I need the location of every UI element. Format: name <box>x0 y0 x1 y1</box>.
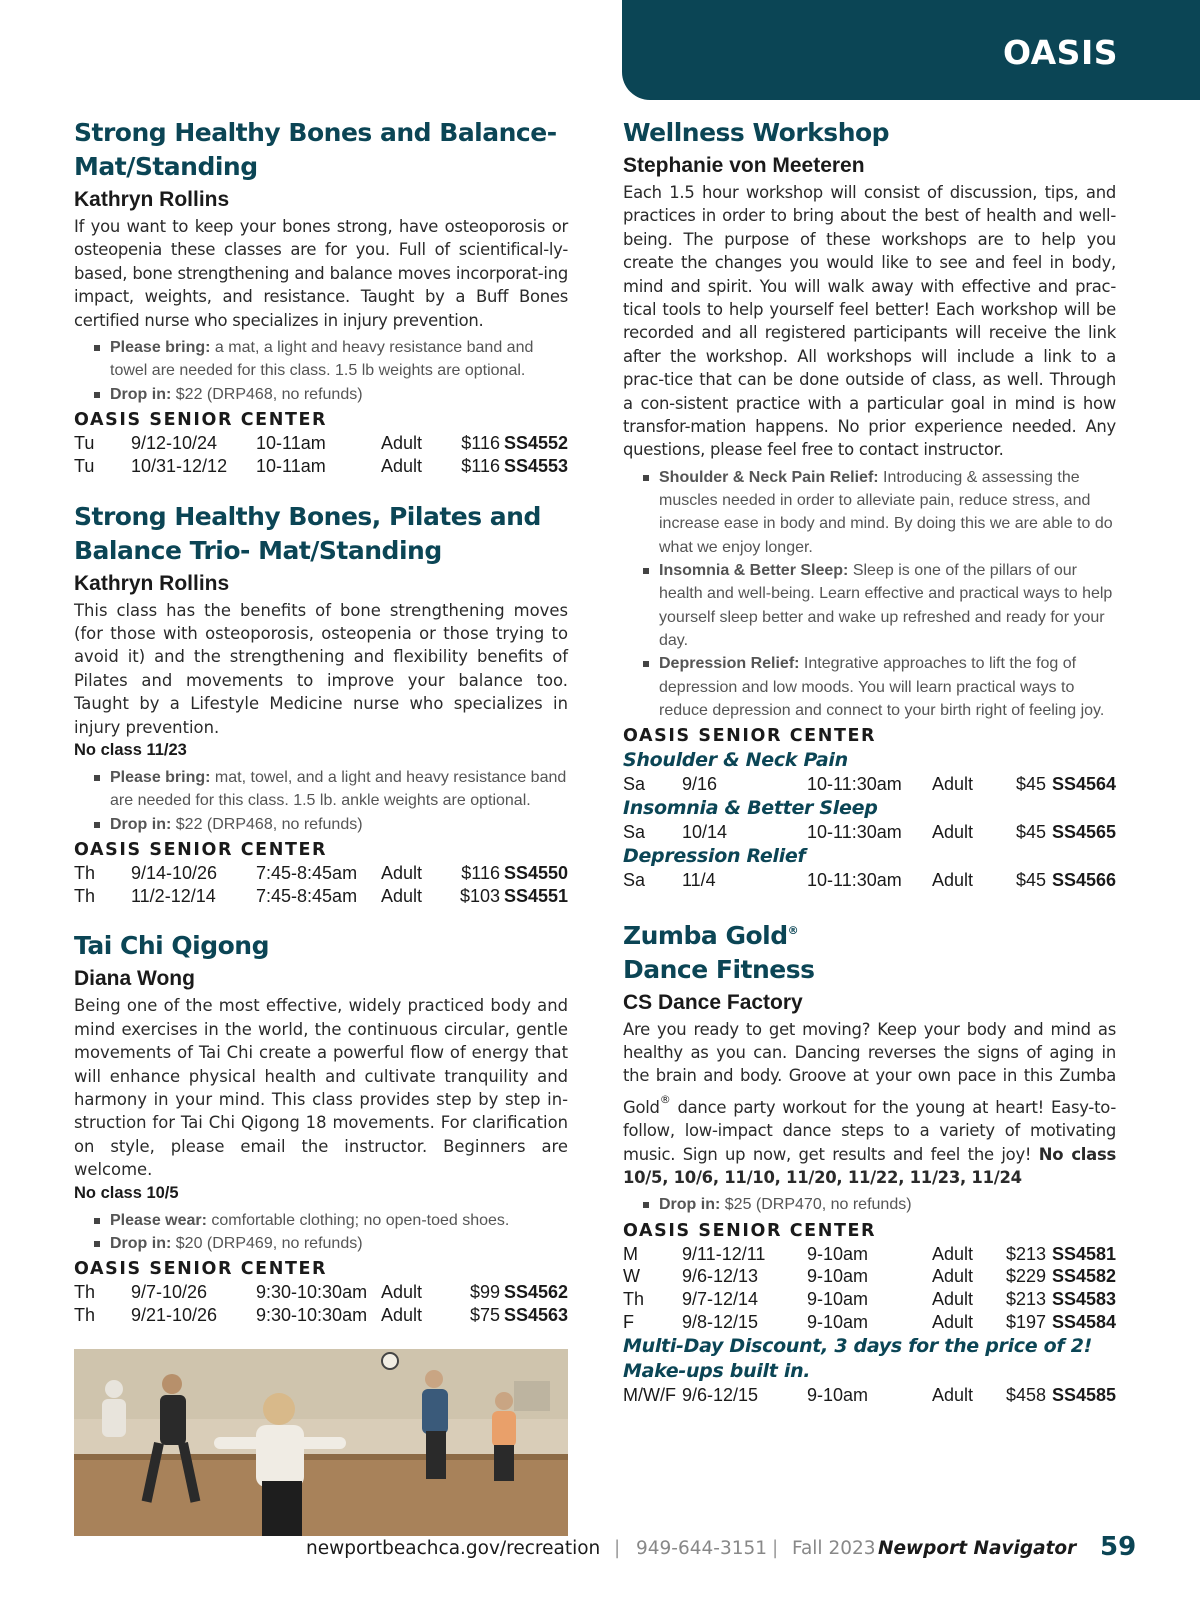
page-number: 59 <box>1100 1532 1137 1562</box>
course-code: SS4553 <box>503 455 568 476</box>
schedule-row: Tu 9/12-10/24 10-11am Adult $116 SS4552 <box>74 432 568 453</box>
course-code: SS4566 <box>1051 869 1116 890</box>
schedule-row: Th 9/21-10/26 9:30-10:30am Adult $75 SS4563 <box>74 1305 568 1326</box>
footer-publication: Newport Navigator <box>878 1538 1077 1559</box>
note-item: Depression Relief: Integrative approaches to lift the fog of depression and low moods. You will learn practical ways to reduce depression and connect to your birth right of feeling joy. <box>643 652 1116 722</box>
bullet-icon <box>94 1241 100 1247</box>
workshop-subheading: Shoulder & Neck Pain <box>623 749 848 772</box>
footer-separator: | <box>772 1538 779 1559</box>
course-code: SS4583 <box>1051 1289 1116 1310</box>
note-item: Drop in: $20 (DRP469, no refunds) <box>94 1232 568 1255</box>
course-code: SS4550 <box>503 862 568 883</box>
bullet-icon <box>94 775 100 781</box>
course-code: SS4582 <box>1051 1266 1116 1287</box>
class-description: Being one of the most effective, widely practiced body and mind exercises in the world, the continuous circular, gentle movements of Tai Chi create a powerful flow of energy that will enhance physical health and cultivate tranquility and harmony in your mind. This class provides step by step in-struction for Tai Chi Qigong 18 movements. For clarification on style, please email the instructor. Beginners are welcome. <box>74 996 568 1180</box>
schedule-row: Th 11/2-12/14 7:45-8:45am Adult $103 SS4551 <box>74 885 568 906</box>
schedule-row: Th 9/14-10/26 7:45-8:45am Adult $116 SS4550 <box>74 862 568 883</box>
course-code: SS4563 <box>503 1305 568 1326</box>
location-heading: OASIS SENIOR CENTER <box>623 726 877 747</box>
bullet-icon <box>94 345 100 351</box>
class-section <box>74 929 568 1535</box>
class-description: This class has the benefits of bone strengthening moves (for those with osteoporosis, osteopenia or those trying to avoid it) and the strengthening and flexibility benefits of Pilates and movements to improve your balance too. Taught by a Lifestyle Medicine nurse who specializes in injury prevention. <box>74 600 568 737</box>
location-heading: OASIS SENIOR CENTER <box>74 1259 328 1280</box>
course-code: SS4565 <box>1051 821 1116 842</box>
course-code: SS4562 <box>503 1282 568 1303</box>
bullet-icon <box>94 1218 100 1224</box>
course-code: SS4584 <box>1051 1312 1116 1333</box>
bullet-icon <box>643 661 649 667</box>
course-code: SS4564 <box>1051 774 1116 795</box>
instructor-name: Kathryn Rollins <box>74 188 230 211</box>
note-item: Please bring: mat, towel, and a light and heavy resistance band are needed for this class. 1.5 lb. ankle weights are optional. <box>94 766 568 813</box>
schedule-row: Th 9/7-10/26 9:30-10:30am Adult $99 SS4562 <box>74 1282 568 1303</box>
class-title: Strong Healthy Bones and Balance-Mat/Standing <box>74 118 557 181</box>
bullet-icon <box>643 1202 649 1208</box>
bullet-icon <box>643 475 649 481</box>
notes-list <box>94 1209 568 1256</box>
class-title: Wellness Workshop <box>623 118 890 147</box>
header-tab <box>622 0 1200 100</box>
note-item: Drop in: $22 (DRP468, no refunds) <box>94 813 568 836</box>
footer-separator: | <box>614 1538 621 1559</box>
course-code: SS4552 <box>503 432 568 453</box>
location-heading: OASIS SENIOR CENTER <box>623 1220 877 1241</box>
class-title: Tai Chi Qigong <box>74 931 269 961</box>
footer-url[interactable]: newportbeachca.gov/recreation <box>306 1538 601 1559</box>
schedule-row: M/W/F 9/6-12/15 9-10am Adult $458 SS4585 <box>623 1384 1116 1405</box>
workshop-subheading: Insomnia & Better Sleep <box>623 796 878 819</box>
registered-mark: ® <box>659 1092 671 1106</box>
bullet-icon <box>94 822 100 828</box>
bullet-icon <box>643 568 649 574</box>
class-section <box>74 116 568 478</box>
schedule-row: Th 9/7-12/14 9-10am Adult $213 SS4583 <box>623 1289 1116 1310</box>
note-item: Please wear: comfortable clothing; no open-toed shoes. <box>94 1209 568 1232</box>
schedule-row: Sa 11/4 10-11:30am Adult $45 SS4566 <box>623 869 1116 890</box>
schedule-row: F 9/8-12/15 9-10am Adult $197 SS4584 <box>623 1312 1116 1333</box>
class-description: Are you ready to get moving? Keep your body and mind as healthy as you can. Dancing reverses the signs of aging in the brain and body. Groove at your own pace in this Zumba Gold® dance party workout for the young at heart! Easy-to-follow, low-impact dance steps to a variety of motivating music. Sign up now, get results and feel the joy! No class 10/5, 10/6, 11/10, 11/20, 11/22, 11/23, 11/24 <box>623 1019 1116 1187</box>
course-code: SS4581 <box>1051 1243 1116 1264</box>
right-column <box>623 116 1116 1429</box>
schedule-row: W 9/6-12/13 9-10am Adult $229 SS4582 <box>623 1266 1116 1287</box>
footer-term: Fall 2023 <box>792 1538 876 1559</box>
footer-phone: 949-644-3151 <box>636 1538 768 1559</box>
schedule-row: M 9/11-12/11 9-10am Adult $213 SS4581 <box>623 1243 1116 1264</box>
note-item: Drop in: $25 (DRP470, no refunds) <box>643 1193 1116 1216</box>
photo-illustration <box>74 1349 568 1536</box>
no-class-note: No class 10/5, 10/6, 11/10, 11/20, 11/22, 11/23, 11/24 <box>623 1144 1116 1187</box>
class-section <box>623 914 1116 1407</box>
class-title-line-2: Dance Fitness <box>623 954 815 984</box>
notes-list <box>94 766 568 836</box>
class-title: Zumba Gold® <box>623 920 799 950</box>
location-heading: OASIS SENIOR CENTER <box>74 839 328 860</box>
instructor-name: CS Dance Factory <box>623 990 803 1014</box>
schedule-row: Sa 10/14 10-11:30am Adult $45 SS4565 <box>623 821 1116 842</box>
notes-list <box>643 1193 1116 1216</box>
class-section <box>623 116 1116 892</box>
workshop-subheading: Depression Relief <box>623 844 806 867</box>
class-section <box>74 500 568 908</box>
instructor-name: Stephanie von Meeteren <box>623 154 865 177</box>
left-column <box>74 116 568 1558</box>
instructor-name: Kathryn Rollins <box>74 571 230 595</box>
notes-list <box>643 466 1116 722</box>
tai-chi-photo <box>74 1349 568 1536</box>
instructor-name: Diana Wong <box>74 967 195 991</box>
class-description: Each 1.5 hour workshop will consist of discussion, tips, and practices in order to bring about the best of health and well-being. The purpose of these workshops are to help you create the changes you would like to see and feel in body, mind and spirit. You will walk away with effective and prac-tical tools to help yourself feel better! Each workshop will be recorded and all registered participants will receive the link after the workshop. All workshops will include a link to a prac-tice that can be done outside of class, as well. Through a con-sistent practice with a particular goal in mind is how transfor-mation happens. No prior experience needed. Any questions, please feel free to contact instructor. <box>623 183 1116 460</box>
class-title: Strong Healthy Bones, Pilates and Balance Trio- Mat/Standing <box>74 501 541 565</box>
location-heading: OASIS SENIOR CENTER <box>74 409 328 430</box>
header-title: OASIS <box>1002 33 1118 72</box>
course-code: SS4551 <box>503 885 568 906</box>
page-footer <box>0 1532 1200 1568</box>
no-class-note: No class 10/5 <box>74 1183 179 1202</box>
note-item: Please bring: a mat, a light and heavy resistance band and towel are needed for this class. 1.5 lb weights are optional. <box>94 336 568 383</box>
note-item: Shoulder & Neck Pain Relief: Introducing & assessing the muscles needed in order to alleviate pain, reduce stress, and increase ease in body and mind. By doing this we are able to do what we enjoy longer. <box>643 466 1116 559</box>
schedule-row: Sa 9/16 10-11:30am Adult $45 SS4564 <box>623 774 1116 795</box>
note-item: Drop in: $22 (DRP468, no refunds) <box>94 383 568 406</box>
notes-list <box>94 336 568 406</box>
bullet-icon <box>94 392 100 398</box>
class-description: If you want to keep your bones strong, have osteoporosis or osteopenia these classes are for you. Full of scientifical-ly-based, bone strengthening and balance moves incorporat-ing impact, weights, and resistance. Taught by a Buff Bones certified nurse who specializes in injury prevention. <box>74 217 568 330</box>
course-code: SS4585 <box>1051 1384 1116 1405</box>
discount-note: Multi-Day Discount, 3 days for the price of 2! Make-ups built in. <box>623 1334 1092 1382</box>
registered-mark: ® <box>787 923 799 937</box>
no-class-note: No class 11/23 <box>74 740 187 759</box>
note-item: Insomnia & Better Sleep: Sleep is one of the pillars of our health and well-being. Learn effective and practical ways to help yourself sleep better and wake up refreshed and ready for your day. <box>643 559 1116 652</box>
schedule-row: Tu 10/31-12/12 10-11am Adult $116 SS4553 <box>74 455 568 476</box>
